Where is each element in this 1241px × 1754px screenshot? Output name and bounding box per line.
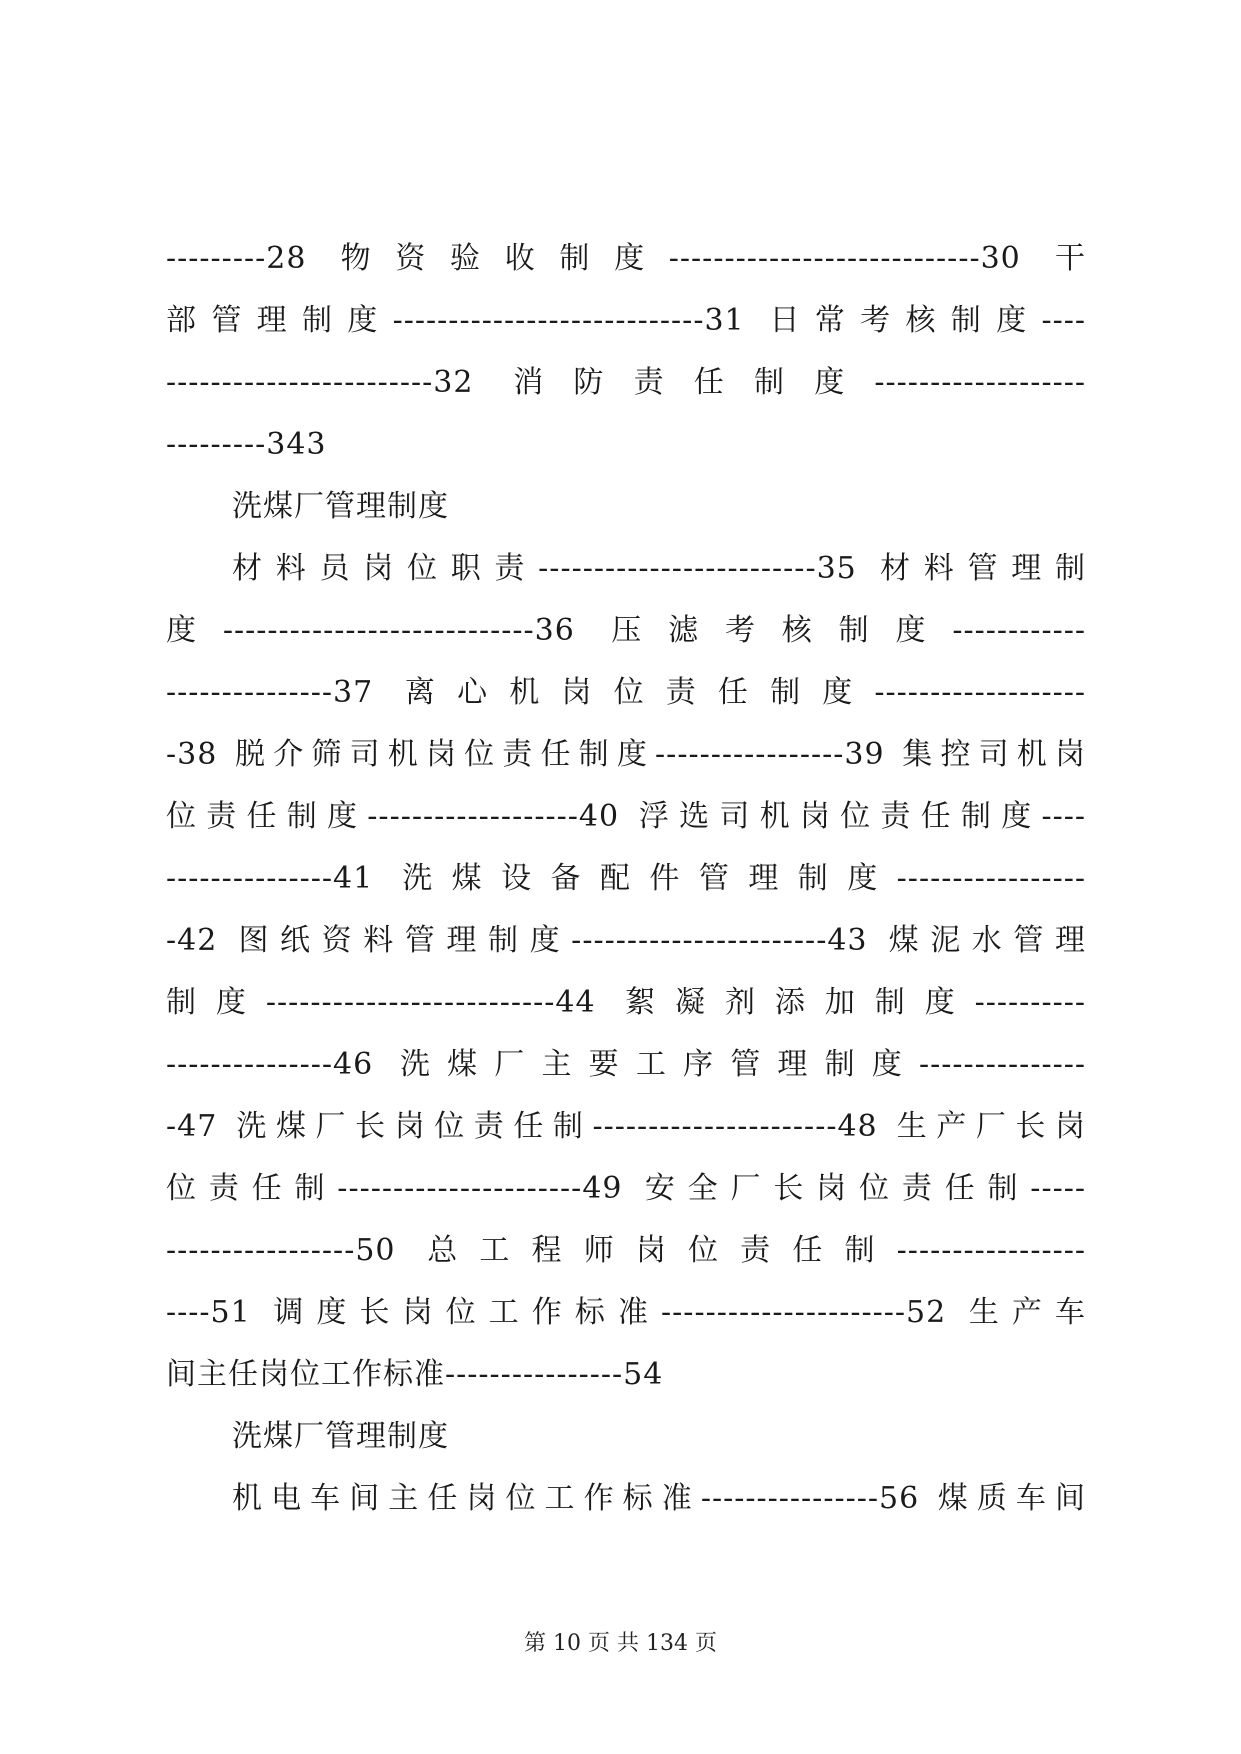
toc-line: -----------------50 总工程师岗位责任制-----------------	[166, 1233, 1086, 1268]
toc-line: 位责任制----------------------49 安全厂长岗位责任制-----	[166, 1171, 1086, 1206]
toc-line: -42 图纸资料管理制度-----------------------43 煤泥水管理	[166, 923, 1086, 958]
toc-line: -38 脱介筛司机岗位责任制度-----------------39 集控司机岗	[166, 737, 1086, 772]
toc-line: 制度--------------------------44 絮凝剂添加制度----------	[166, 985, 1086, 1020]
toc-line: ---------28 物资验收制度----------------------------30 干	[166, 241, 1086, 276]
toc-line: 机电车间主任岗位工作标准----------------56 煤质车间	[232, 1481, 1086, 1516]
toc-line: -47 洗煤厂长岗位责任制----------------------48 生产厂长岗	[166, 1109, 1086, 1144]
toc-line: 度----------------------------36 压滤考核制度------------	[166, 613, 1086, 648]
toc-line: 材料员岗位职责-------------------------35 材料管理制	[232, 551, 1086, 586]
toc-line: ---------------46 洗煤厂主要工序管理制度---------------	[166, 1047, 1086, 1082]
section-heading: 洗煤厂管理制度	[232, 1419, 449, 1454]
toc-line: ------------------------32 消防责任制度-------------------	[166, 365, 1086, 400]
toc-line: ---------------37 离心机岗位责任制度-------------------	[166, 675, 1086, 710]
toc-line: ---------------41 洗煤设备配件管理制度-----------------	[166, 861, 1086, 896]
page-footer: 第 10 页 共 134 页	[524, 1631, 717, 1656]
toc-line: 位责任制度-------------------40 浮选司机岗位责任制度----	[166, 799, 1086, 834]
toc-line: ----51 调度长岗位工作标准----------------------52 生产车	[166, 1295, 1086, 1330]
toc-line: ---------343	[166, 427, 327, 462]
section-heading: 洗煤厂管理制度	[232, 489, 449, 524]
toc-line: 间主任岗位工作标准----------------54	[166, 1357, 664, 1392]
toc-content	[166, 228, 1086, 1530]
toc-line: 部管理制度----------------------------31 日常考核制度----	[166, 303, 1086, 338]
